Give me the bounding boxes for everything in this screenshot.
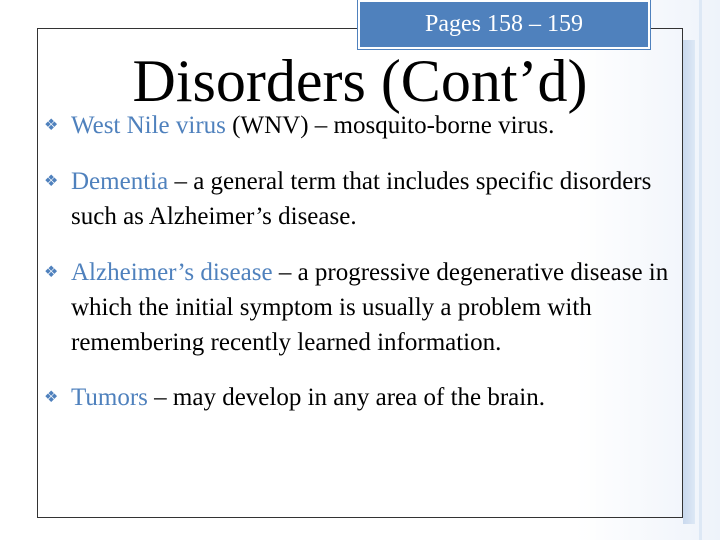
bullet-term: West Nile virus — [71, 112, 226, 139]
bullet-term: Dementia — [71, 168, 169, 195]
diamond-bullet-icon: ❖ — [44, 389, 59, 406]
bullet-text: – a general term that includes specific disorders such as Alzheimer’s disease. — [71, 168, 652, 230]
diamond-bullet-icon: ❖ — [44, 173, 59, 190]
bullet-item-west-nile — [44, 108, 684, 143]
diamond-bullet-icon: ❖ — [44, 117, 59, 134]
page-reference-tab — [358, 0, 650, 49]
page-reference-label: Pages 158 – 159 — [425, 11, 583, 37]
bullet-term: Alzheimer’s disease — [71, 259, 273, 286]
bullet-term: Tumors — [71, 384, 148, 411]
bullet-text: – a progressive degenerative disease in which the initial symptom is usually a problem with remembering recently learned information. — [71, 259, 669, 356]
bullet-text: – may develop in any area of the brain. — [147, 384, 545, 411]
diamond-bullet-icon: ❖ — [44, 264, 59, 281]
bullet-item-alzheimers — [44, 255, 684, 360]
bullet-item-dementia — [44, 164, 684, 234]
bullet-text: (WNV) – mosquito-borne virus. — [225, 112, 555, 139]
slide-title: Disorders (Cont’d) — [132, 48, 588, 114]
bullet-item-tumors — [44, 380, 684, 415]
bullet-list — [44, 108, 684, 415]
